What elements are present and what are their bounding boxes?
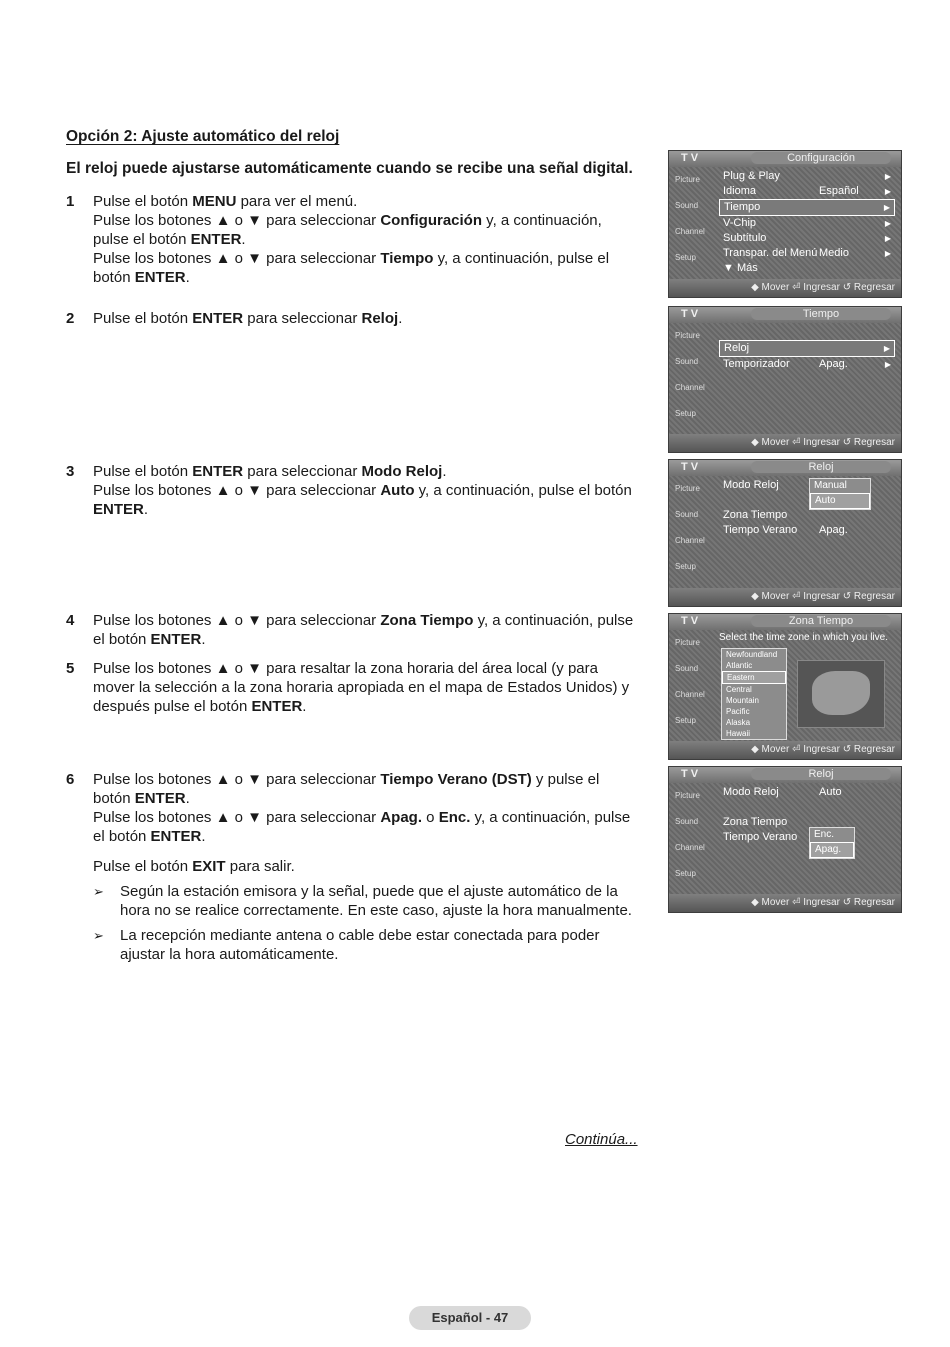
osd-subtitle: Select the time zone in which you live. (719, 632, 888, 643)
osd-row-value: Apag. (819, 358, 848, 370)
note-text: Según la estación emisora y la señal, puede que el ajuste automático de la hora no se realice correctamente. En este caso, ajuste la hora manualmente. (120, 883, 632, 919)
note-text: La recepción mediante antena o cable debe estar conectada para poder ajustar la hora automáticamente. (120, 927, 600, 963)
osd-content (719, 325, 895, 432)
osd-header (669, 307, 901, 323)
osd-zone-option: Central (726, 685, 752, 694)
osd-footer: ◆ Mover ⏎ Ingresar ↺ Regresar (669, 279, 901, 297)
osd-menu-row (719, 815, 895, 830)
osd-menu-title: Configuración (751, 152, 891, 164)
chevron-right-icon: ▶ (883, 344, 890, 353)
osd-screen-reloj-modo (668, 459, 902, 607)
osd-row-label: Modo Reloj (723, 479, 779, 491)
step-number: 4 (66, 612, 75, 629)
osd-side-icon: Channel (675, 690, 705, 699)
osd-menu-row (719, 199, 895, 216)
osd-zone-option: Eastern (722, 671, 786, 684)
osd-row-label: Temporizador (723, 358, 790, 370)
step-text: Pulse los botones ▲ o ▼ para seleccionar Zona Tiempo y, a continuación, pulse el botón ENTER. (93, 612, 634, 648)
step-text: Pulse los botones ▲ o ▼ para seleccionar Tiempo y, a continuación, pulse el botón ENTER. (93, 250, 610, 286)
osd-side-icons (669, 630, 715, 741)
osd-screen-zona-tiempo (668, 613, 902, 760)
osd-menu-row (719, 184, 895, 199)
step-text: Pulse los botones ▲ o ▼ para seleccionar Apag. o Enc. y, a continuación, pulse el botón ENTER. (93, 809, 631, 845)
osd-zone-option: Mountain (726, 696, 759, 705)
osd-footer: ◆ Mover ⏎ Ingresar ↺ Regresar (669, 741, 901, 759)
osd-side-icon: Channel (675, 227, 705, 236)
osd-row-value: Auto (819, 786, 842, 798)
osd-content (719, 785, 895, 892)
section-title: Opción 2: Ajuste automático del reloj (66, 128, 340, 145)
osd-side-icons (669, 167, 715, 279)
osd-zone-option: Pacific (726, 707, 750, 716)
osd-menu-title: Zona Tiempo (751, 615, 891, 627)
osd-row-value: Medio (819, 247, 849, 259)
step-text: Pulse los botones ▲ o ▼ para resaltar la zona horaria del área local (y para mover la selección a la zona horaria apropiada en el mapa de Estados Unidos) y después pulse el botón ENTER. (93, 660, 630, 715)
step-number: 2 (66, 310, 75, 327)
osd-side-icons (669, 476, 715, 588)
chevron-right-icon: ▶ (884, 172, 891, 181)
osd-menu-row (719, 523, 895, 538)
osd-side-icons (669, 783, 715, 894)
osd-side-icon: Channel (675, 536, 705, 545)
step-number: 6 (66, 771, 75, 788)
osd-side-icon: Setup (675, 409, 696, 418)
osd-side-icons (669, 323, 715, 434)
osd-side-icon: Sound (675, 357, 699, 366)
osd-side-icon: Sound (675, 510, 699, 519)
osd-side-icon: Sound (675, 201, 699, 210)
page-number: Español - 47 (409, 1306, 531, 1330)
chevron-right-icon: ▶ (884, 249, 891, 258)
step-text: Pulse el botón ENTER para seleccionar Reloj. (93, 310, 403, 327)
osd-side-icon: Setup (675, 253, 696, 262)
osd-menu-title: Tiempo (751, 308, 891, 320)
osd-header (669, 767, 901, 783)
osd-side-icon: Sound (675, 817, 699, 826)
chevron-right-icon: ▶ (884, 187, 891, 196)
exit-and-notes (66, 857, 636, 964)
osd-tv-label: T V (681, 308, 699, 320)
note-1 (93, 882, 636, 920)
step-2 (66, 309, 636, 328)
osd-menu-row (719, 231, 895, 246)
note-arrow-icon: ➢ (93, 928, 104, 943)
osd-menu-row (719, 216, 895, 231)
chevron-right-icon: ▶ (884, 219, 891, 228)
osd-side-icon: Picture (675, 638, 700, 647)
osd-row-label: Tiempo Verano (723, 831, 798, 843)
osd-row-label: Modo Reloj (723, 786, 779, 798)
osd-screen-configuracion (668, 150, 902, 298)
osd-popup (809, 478, 871, 510)
osd-popup (809, 827, 855, 859)
osd-row-label: Tiempo Verano (723, 524, 798, 536)
osd-row-label: ▼ Más (723, 262, 758, 274)
note-arrow-icon: ➢ (93, 884, 104, 899)
osd-menu-row (719, 785, 895, 800)
osd-menu-row (719, 261, 895, 276)
osd-zone-option: Atlantic (726, 661, 753, 670)
osd-tv-label: T V (681, 461, 699, 473)
osd-zone-option: Newfoundland (726, 650, 778, 659)
osd-footer: ◆ Mover ⏎ Ingresar ↺ Regresar (669, 434, 901, 452)
step-text: Pulse el botón MENU para ver el menú. (93, 193, 358, 210)
step-5 (66, 659, 636, 716)
osd-row-label: Idioma (723, 185, 757, 197)
intro-text: El reloj puede ajustarse automáticamente cuando se recibe una señal digital. (66, 160, 633, 177)
osd-menu-row (719, 830, 895, 845)
osd-menu-row (719, 800, 895, 815)
osd-screen-tiempo (668, 306, 902, 453)
osd-header (669, 151, 901, 167)
step-6 (66, 770, 636, 846)
osd-menu-row (719, 325, 895, 340)
osd-row-label: Zona Tiempo (723, 509, 788, 521)
osd-row-label: Reloj (724, 342, 750, 354)
chevron-right-icon: ▶ (884, 234, 891, 243)
osd-row-label: Plug & Play (723, 170, 780, 182)
osd-popup-option: Enc. (814, 829, 835, 840)
osd-row-label: Tiempo (724, 201, 761, 213)
osd-side-icon: Channel (675, 383, 705, 392)
step-text: Pulse los botones ▲ o ▼ para seleccionar Tiempo Verano (DST) y pulse el botón ENTER. (93, 771, 600, 807)
osd-side-icon: Picture (675, 791, 700, 800)
osd-tv-label: T V (681, 768, 699, 780)
osd-menu-title: Reloj (751, 461, 891, 473)
osd-zone-option: Alaska (726, 718, 751, 727)
step-1 (66, 192, 636, 287)
osd-row-value: Apag. (819, 524, 848, 536)
osd-popup-option: Manual (814, 480, 847, 491)
chevron-right-icon: ▶ (884, 360, 891, 369)
osd-content (719, 169, 895, 277)
osd-row-label: Zona Tiempo (723, 816, 788, 828)
osd-popup-option: Auto (810, 493, 870, 509)
osd-menu-row (719, 340, 895, 357)
osd-menu-row (719, 508, 895, 523)
osd-side-icon: Picture (675, 175, 700, 184)
step-4 (66, 611, 636, 649)
osd-row-value: Español (819, 185, 859, 197)
osd-footer: ◆ Mover ⏎ Ingresar ↺ Regresar (669, 894, 901, 912)
step-number: 5 (66, 660, 75, 677)
us-map-shape (812, 671, 870, 715)
step-number: 1 (66, 193, 75, 210)
osd-row-label: V-Chip (723, 217, 757, 229)
osd-side-icon: Picture (675, 331, 700, 340)
osd-menu-row (719, 357, 895, 372)
continua-label: Continúa... (565, 1131, 638, 1148)
osd-popup-option: Apag. (810, 842, 854, 858)
step-text: Pulse los botones ▲ o ▼ para seleccionar Configuración y, a continuación, pulse el botón ENTER. (93, 212, 602, 248)
chevron-right-icon: ▶ (883, 203, 890, 212)
osd-zone-option: Hawaii (726, 729, 751, 738)
note-2 (93, 926, 636, 964)
osd-row-label: Transpar. del Menú (723, 247, 818, 259)
osd-header (669, 614, 901, 630)
osd-side-icon: Setup (675, 869, 696, 878)
exit-line: Pulse el botón EXIT para salir. (93, 858, 295, 875)
osd-footer: ◆ Mover ⏎ Ingresar ↺ Regresar (669, 588, 901, 606)
osd-header (669, 460, 901, 476)
osd-screen-reloj-verano (668, 766, 902, 913)
step-text: Pulse el botón ENTER para seleccionar Modo Reloj. (93, 463, 447, 480)
osd-side-icon: Setup (675, 562, 696, 571)
osd-row-label: Subtítulo (723, 232, 767, 244)
step-text: Pulse los botones ▲ o ▼ para seleccionar Auto y, a continuación, pulse el botón ENTER. (93, 482, 632, 518)
osd-side-icon: Picture (675, 484, 700, 493)
osd-zone-list (721, 648, 787, 740)
osd-side-icon: Sound (675, 664, 699, 673)
step-3 (66, 462, 636, 519)
us-map-image (797, 660, 885, 728)
osd-side-icon: Setup (675, 716, 696, 725)
step-number: 3 (66, 463, 75, 480)
osd-tv-label: T V (681, 152, 699, 164)
osd-menu-row (719, 169, 895, 184)
osd-side-icon: Channel (675, 843, 705, 852)
osd-tv-label: T V (681, 615, 699, 627)
osd-menu-row (719, 246, 895, 261)
osd-menu-title: Reloj (751, 768, 891, 780)
